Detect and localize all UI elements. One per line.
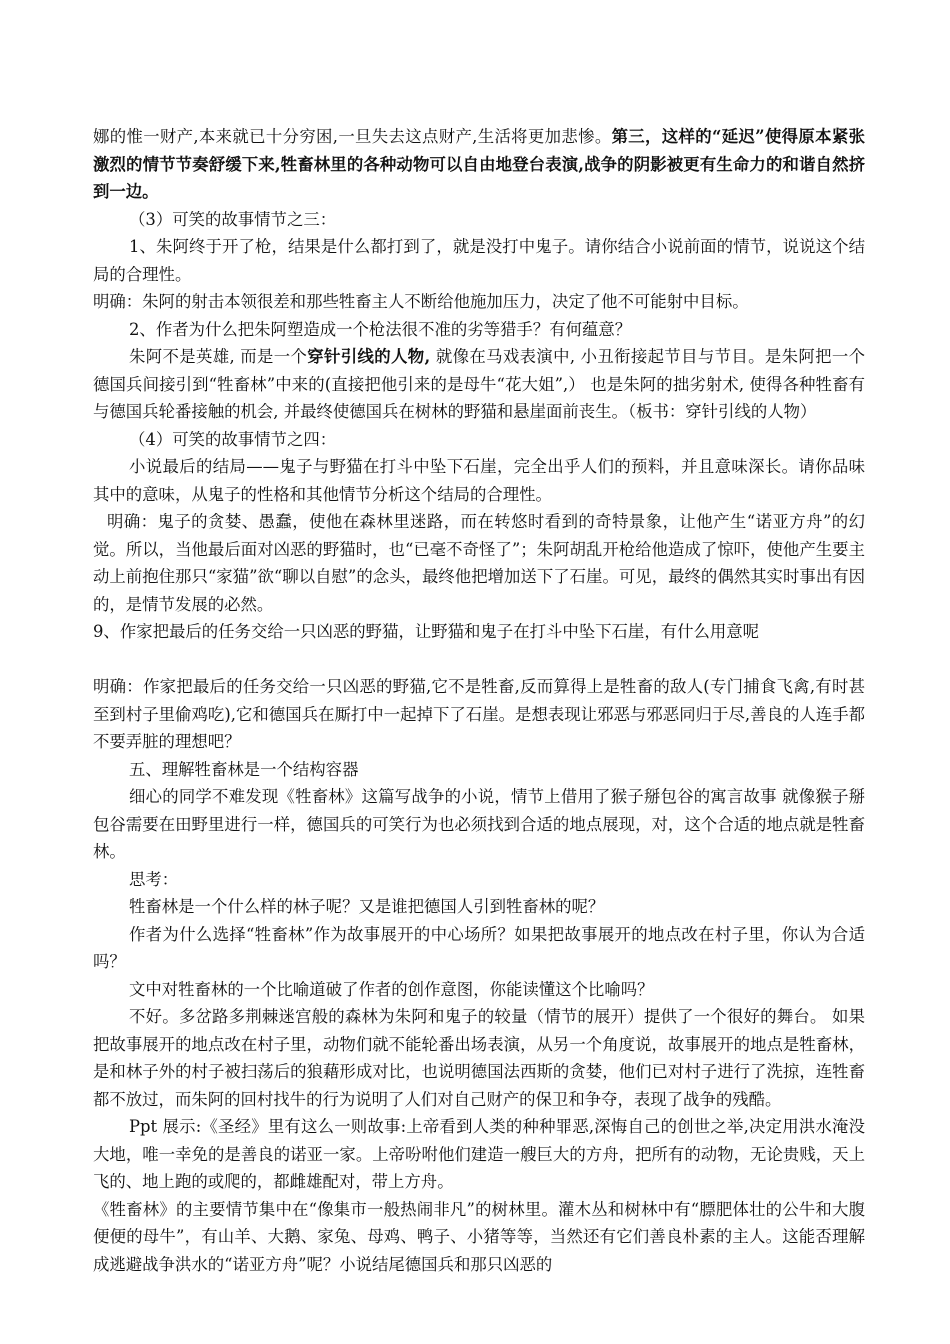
text-run: 文中对牲畜林的一个比喻道破了作者的创作意图，你能读懂这个比喻吗？ xyxy=(129,979,654,999)
paragraph xyxy=(93,343,865,426)
paragraph xyxy=(93,508,865,618)
paragraph xyxy=(93,1113,865,1196)
paragraph xyxy=(93,316,865,344)
text-run: 作者为什么选择“牲畜林”作为故事展开的中心场所？如果把故事展开的地点改在村子里，你认为合适吗？ xyxy=(93,924,865,971)
text-run: 思考： xyxy=(129,869,179,889)
text-run: 朱阿不是英雄, 而是一个 xyxy=(129,347,308,366)
paragraph xyxy=(93,921,865,976)
text-run: 明确：朱阿的射击本领很差和那些牲畜主人不断给他施加压力，决定了他不可能射中目标。 xyxy=(93,292,749,311)
blank-line xyxy=(93,646,865,674)
paragraph xyxy=(93,453,865,508)
paragraph xyxy=(93,1196,865,1279)
text-run: 《牲畜林》的主要情节集中在“像集市一般热闹非凡”的树林里。灌木丛和树林中有“膘肥体壮的公牛和大腹便便的母牛”，有山羊、大鹅、家兔、母鸡、鸭子、小猪等等，当然还有它们善良朴素的主人。这能否理解成逃避战争洪水的“诺亚方舟”呢？小说结尾德国兵和那只凶恶的 xyxy=(93,1199,865,1274)
paragraph xyxy=(93,893,865,921)
text-run: 1、朱阿终于开了枪，结果是什么都打到了，就是没打中鬼子。请你结合小说前面的情节，说说这个结局的合理性。 xyxy=(93,237,865,284)
paragraph xyxy=(93,783,865,866)
text-run: 牲畜林是一个什么样的林子呢？又是谁把德国人引到牲畜林的呢？ xyxy=(129,897,605,916)
text-run: （3）可笑的故事情节之三： xyxy=(129,209,337,229)
text-run: 不好。多岔路多荆棘迷宫般的森林为朱阿和鬼子的较量（情节的展开）提供了一个很好的舞台。 如果把故事展开的地点改在村子里，动物们就不能轮番出场表演，从另一个角度说，故事展开的地点是牲畜林，是和林子外的村子被扫荡后的狼藉形成对比，也说明德国法西斯的贪婪，他们已对村子进行了洗掠，连牲畜都不放过，而朱阿的回村找牛的行为说明了人们对自己财产的保卫和争夺，表现了战争的残酷。 xyxy=(93,1007,865,1109)
paragraph xyxy=(93,1003,865,1113)
paragraph xyxy=(93,288,865,316)
text-run: 小说最后的结局——鬼子与野猫在打斗中坠下石崖，完全出乎人们的预料，并且意味深长。请你品味其中的意味，从鬼子的性格和其他情节分析这个结局的合理性。 xyxy=(93,457,865,504)
text-run: 细心的同学不难发现《牲畜林》这篇写战争的小说，情节上借用了猴子掰包谷的寓言故事 就像猴子掰包谷需要在田野里进行一样，德国兵的可笑行为也必须找到合适的地点展现，对，这个合适的地点就是牲畜林。 xyxy=(93,787,865,861)
paragraph xyxy=(93,426,865,454)
text-run: 娜的惟一财产,本来就已十分穷困,一旦失去这点财产,生活将更加悲惨。 xyxy=(93,127,612,146)
text-run: 就像在马戏表演中, 小丑衔接起节目与节目。是朱阿把一个德国兵间接引到“牲畜林”中来的(直接把他引来的是母牛“花大姐”,） 也是朱阿的拙劣射术, 使得各种牲畜有与德国兵轮番接触的机会, 并最终使德国兵在树林的野猫和悬崖面前丧生。（板书：穿针引线的人物） xyxy=(93,347,865,421)
paragraph xyxy=(93,123,865,206)
text-run: 明确：作家把最后的任务交给一只凶恶的野猫,它不是牲畜,反而算得上是牲畜的敌人(专门捕食飞禽,有时甚至到村子里偷鸡吃),它和德国兵在厮打中一起掉下了石崖。是想表现让邪恶与邪恶同归于尽,善良的人连手都不要弄脏的理想吧？ xyxy=(93,677,865,751)
bold-text: 第三，这样的“延迟”使得原本紧张激烈的情节节奏舒缓下来,牲畜林里的各种动物可以自由地登台表演,战争的阴影被更有生命力的和谐自然挤到一边。 xyxy=(93,127,865,201)
paragraph xyxy=(93,673,865,756)
text-run: 五、理解牲畜林是一个结构容器 xyxy=(129,759,359,779)
paragraph xyxy=(93,233,865,288)
bold-text: 穿针引线的人物, xyxy=(307,347,431,366)
paragraph xyxy=(93,756,865,784)
paragraph xyxy=(93,618,865,646)
paragraph xyxy=(93,206,865,234)
text-run: Ppt 展示:《圣经》里有这么一则故事:上帝看到人类的种种罪恶,深悔自己的创世之举,决定用洪水淹没大地，唯一幸免的是善良的诺亚一家。上帝吩咐他们建造一艘巨大的方舟，把所有的动物，无论贵贱，天上飞的、地上跑的或爬的，都雌雄配对，带上方舟。 xyxy=(93,1117,865,1191)
paragraph xyxy=(93,976,865,1004)
text-run: 9、作家把最后的任务交给一只凶恶的野猫，让野猫和鬼子在打斗中坠下石崖，有什么用意呢 xyxy=(93,622,760,641)
text-run: （4）可笑的故事情节之四： xyxy=(129,429,337,449)
text-run: 2、作者为什么把朱阿塑造成一个枪法很不准的劣等猎手？有何蕴意？ xyxy=(129,319,632,339)
paragraph xyxy=(93,866,865,894)
text-run: 明确：鬼子的贪婪、愚蠢，使他在森林里迷路，而在转悠时看到的奇特景象，让他产生“诺亚方舟”的幻觉。所以，当他最后面对凶恶的野猫时，也“已毫不奇怪了”；朱阿胡乱开枪给他造成了惊吓，使他产生要主动上前抱住那只“家猫”欲“聊以自慰”的念头，最终他把增加送下了石崖。可见，最终的偶然其实时事出有因的，是情节发展的必然。 xyxy=(93,512,865,614)
